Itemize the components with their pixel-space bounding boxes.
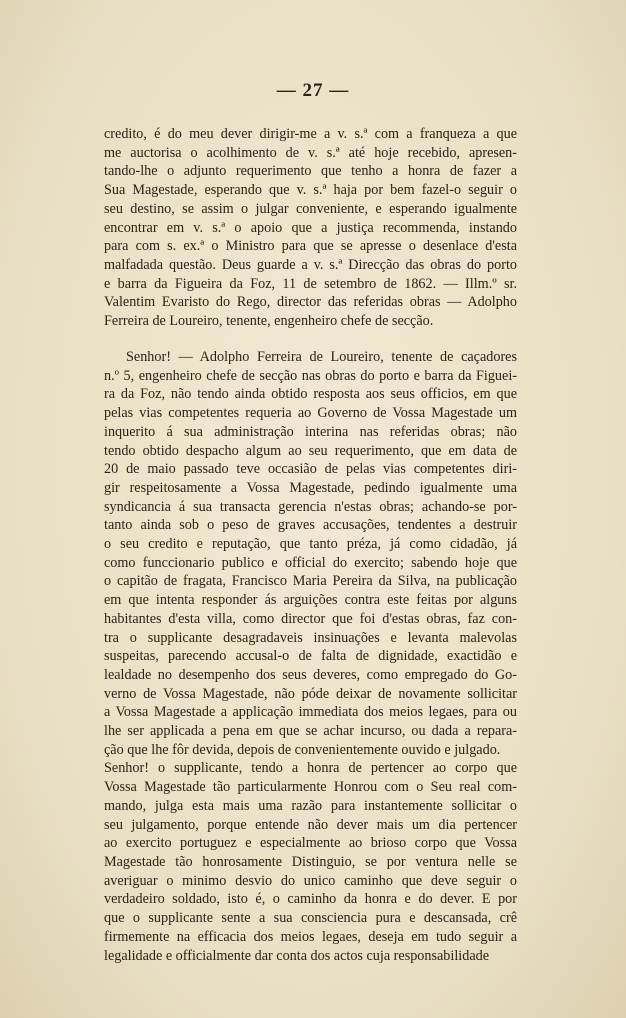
text-line: gir respeitosamente a Vossa Magestade, pedindo igualmente uma [104, 479, 517, 496]
text-line: firmemente na efficacia dos meios legaes, deseja em tudo seguir a [104, 928, 517, 945]
text-line: legalidade e officialmente dar conta dos actos cuja responsabilidade [104, 947, 490, 964]
text-line: tando-lhe o adjunto requerimento que tenho a honra de fazer a [104, 163, 517, 180]
text-line: para com s. ex.ª o Ministro para que se apresse o desenlace d'esta [104, 238, 517, 255]
text-line: a Vossa Magestade a applicação immediata dos meios legaes, para ou [104, 704, 517, 721]
text-line: ao exercito portuguez e especialmente ao brioso corpo que Vossa [104, 835, 517, 852]
text-line: ra da Foz, não tendo ainda obtido resposta aos seus officios, em que [104, 386, 517, 403]
text-line: o capitão de fragata, Francisco Maria Pereira da Silva, na publicação [104, 573, 517, 590]
text-line: tendo obtido despacho algum ao seu requerimento, que em data de [104, 442, 517, 459]
text-line: Senhor! — Adolpho Ferreira de Loureiro, tenente de caçadores [126, 349, 517, 365]
text-line: que o supplicante sente a sua consciencia pura e descansada, crê [104, 910, 517, 927]
text-line: o seu credito e reputação, que tanto préza, já como cidadão, já [104, 536, 517, 553]
text-line: habitantes d'esta villa, como director que foi d'estas obras, faz con- [104, 610, 517, 627]
page-number: — 27 — [276, 80, 350, 101]
text-line: e barra da Figueira da Foz, 11 de setembro de 1862. — Illm.º sr. [104, 275, 517, 292]
text-line: em que intenta responder ás arguições contra este feitas por alguns [104, 592, 517, 609]
paragraph-letter-closing [104, 125, 517, 331]
text-line: Sua Magestade, esperando que v. s.ª haja por bem fazel-o seguir o [104, 182, 517, 199]
text-line: encontrar em v. s.ª o apoio que a justiça recommenda, instando [104, 219, 517, 236]
text-line: suspeitas, parecendo accusal-o de falta de dignidade, exactidão e [104, 648, 517, 665]
text-line: inquerito á sua administração interina nas referidas obras; não [104, 423, 517, 440]
text-line: mando, julga esta mais uma razão para instantemente sollicitar o [104, 797, 517, 814]
text-line: verno de Vossa Magestade, não póde deixar de novamente sollicitar [104, 685, 517, 702]
text-line: verdadeiro soldado, isto é, o caminho da honra e do dever. E por [104, 891, 517, 908]
text-line: 20 de maio passado teve occasião de pelas vias competentes diri- [104, 461, 517, 478]
text-line: tanto ainda sob o peso de graves accusações, tendentes a destruir [104, 517, 517, 534]
text-line: syndicancia á sua transacta gerencia n'estas obras; achando-se por- [104, 498, 517, 515]
text-line: n.º 5, engenheiro chefe de secção nas obras do porto e barra da Figuei- [104, 367, 517, 384]
text-line: Magestade tão honrosamente Distinguio, se por ventura nelle se [104, 853, 517, 870]
text-line: Ferreira de Loureiro, tenente, engenheiro chefe de secção. [104, 313, 434, 330]
text-line: ção que lhe fôr devida, depois de convenientemente ouvido e julgado. [104, 741, 501, 758]
text-line: seu julgamento, porque entende não dever mais um dia pertencer [104, 816, 517, 833]
text-line: averiguar o minimo desvio do unico caminho que deve seguir o [104, 872, 517, 889]
text-line: seu destino, se assim o julgar conveniente, e esperando igualmente [104, 200, 517, 217]
text-line: como funccionario publico e official do exercito; sabendo hoje que [104, 554, 517, 571]
text-line: lealdade no desempenho dos seus deveres, como empregado do Go- [104, 666, 517, 683]
text-line: malfadada questão. Deus guarde a v. s.ª Direcção das obras do porto [104, 256, 517, 273]
paragraph-petition [104, 348, 517, 965]
text-line: tra o supplicante desagradaveis insinuações e levanta malevolas [104, 629, 517, 646]
text-line: Vossa Magestade tão particularmente Honrou com o Seu real com- [104, 779, 517, 796]
text-line: Senhor! o supplicante, tendo a honra de pertencer ao corpo que [104, 760, 517, 777]
text-line: me auctorisa o acolhimento de v. s.ª até hoje recebido, apresen- [104, 144, 517, 161]
text-line: Valentim Evaristo do Rego, director das referidas obras — Adolpho [104, 294, 517, 311]
text-line: pelas vias competentes requeria ao Governo de Vossa Magestade um [104, 405, 517, 422]
text-line: lhe ser applicada a pena em que se achar incurso, ou dada a repara- [104, 723, 517, 740]
text-line: credito, é do meu dever dirigir-me a v. s.ª com a franqueza a que [104, 126, 517, 142]
